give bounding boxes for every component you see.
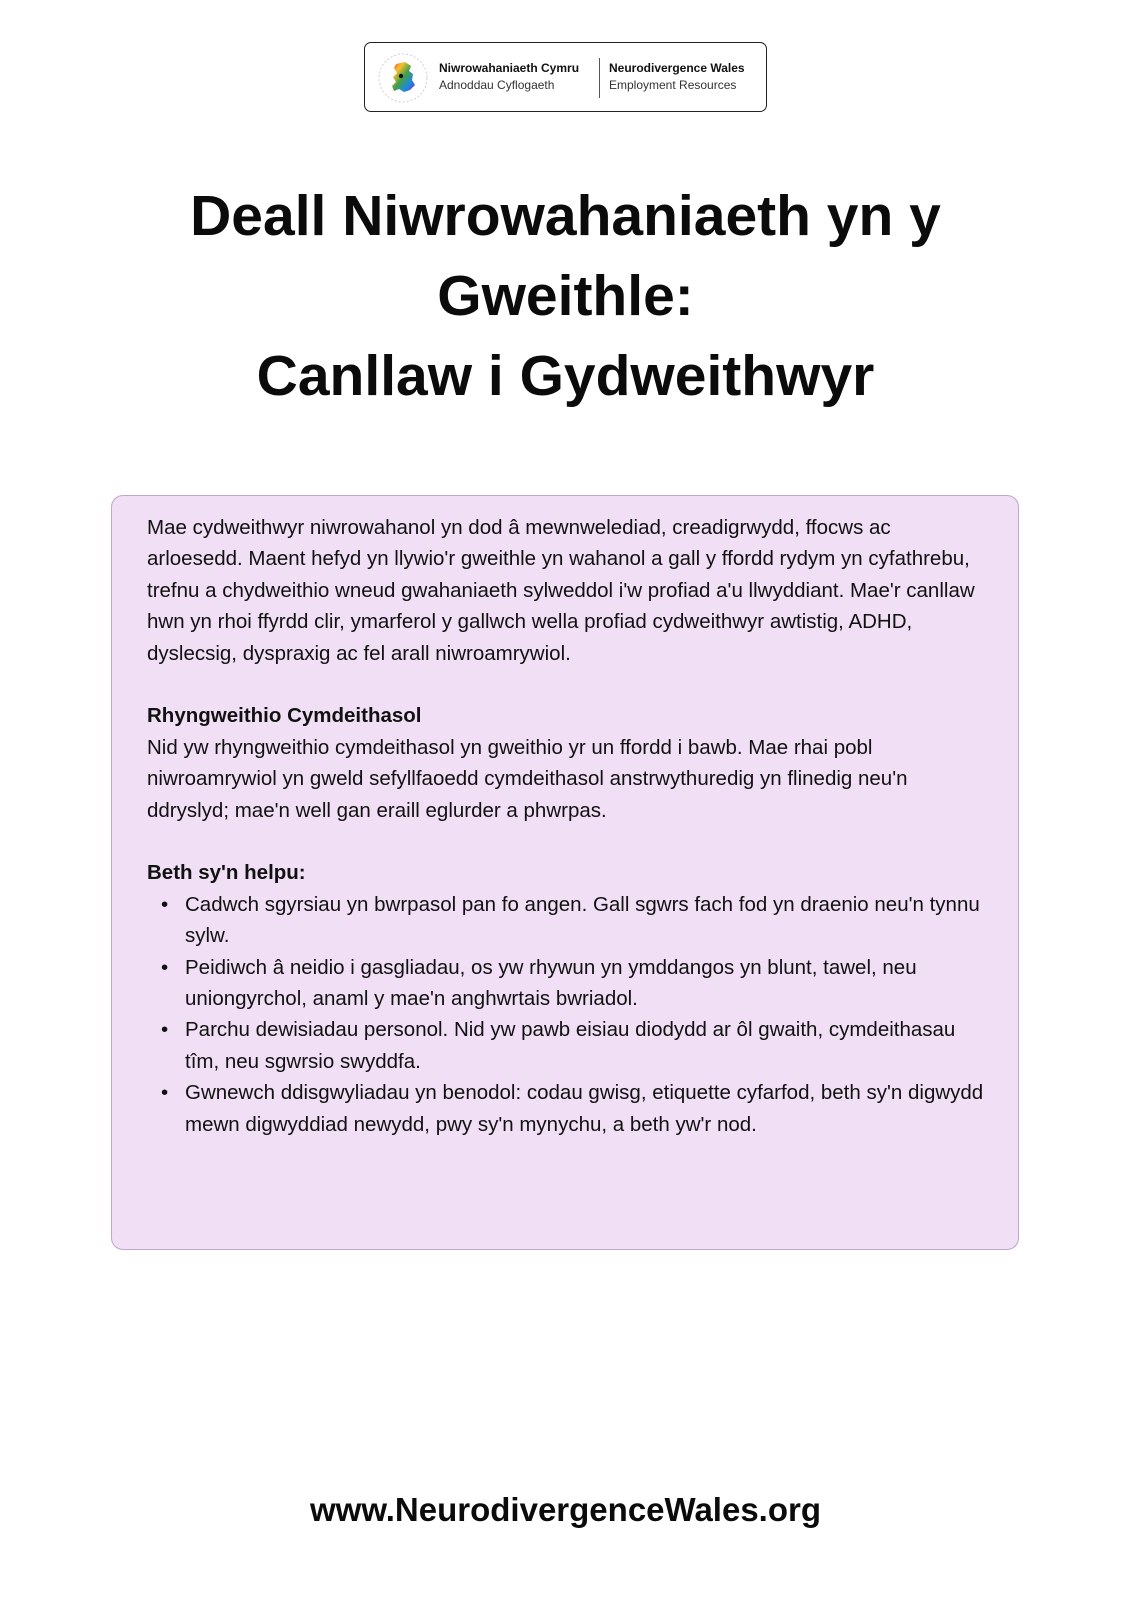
list-item-text: Gwnewch ddisgwyliadau yn benodol: codau gwisg, etiquette cyfarfod, beth sy'n digwydd mewn digwyddiad newydd, pwy sy'n mynychu, a beth yw'r nod. (185, 1081, 984, 1136)
list-item (161, 952, 987, 1015)
title-line-3: Canllaw i Gydweithwyr (256, 344, 875, 408)
title-line-2: Gweithle: (437, 264, 694, 328)
list-item-text: Cadwch sgyrsiau yn bwrpasol pan fo angen. Gall sgwrs fach fod yn draenio neu'n tynnu sylw. (185, 892, 980, 948)
website-url[interactable]: www.NeurodivergenceWales.org (309, 1491, 822, 1528)
welsh-org-title: Niwrowahaniaeth Cymru (439, 61, 580, 75)
english-org-subtitle: Employment Resources (609, 78, 737, 92)
title-line-1: Deall Niwrowahaniaeth yn y (190, 184, 941, 248)
section-heading: Rhyngweithio Cymdeithasol (147, 704, 422, 728)
list-item-text: Peidiwch â neidio i gasgliadau, os yw rhywun yn ymddangos yn blunt, tawel, neu uniongyrchol, anaml y mae'n anghwrtais bwriadol. (185, 955, 917, 1011)
spacer (147, 826, 987, 857)
bullet-icon: • (161, 955, 169, 979)
welsh-org-name (439, 60, 579, 94)
intro-paragraph: Mae cydweithwyr niwrowahanol yn dod â mewnwelediad, creadigrwydd, ffocws ac arloesedd. Maent hefyd yn llywio'r gweithle yn wahanol a gall y ffordd rydym yn cyfathrebu, trefnu a chydweithio wneud gwahaniaeth sylweddol i'w profiad a'u llwyddiant. Mae'r canllaw hwn yn rhoi ffyrdd clir, ymarferol y gallwch wella profiad cydweithwyr awtistig, ADHD, dyslecsig, dyspraxig ac fel arall niwroamrywiol. (147, 516, 975, 665)
bullet-icon: • (161, 892, 169, 916)
section-paragraph: Nid yw rhyngweithio cymdeithasol yn gweithio yr un ffordd i bawb. Mae rhai pobl niwroamrywiol yn gweld sefyllfaoedd cymdeithasol anstrwythuredig yn flinedig neu'n ddryslyd; mae'n well gan eraill eglurder a phwrpas. (147, 735, 908, 822)
header-badge (364, 42, 767, 112)
badge-divider (599, 58, 600, 98)
english-org-name (609, 60, 745, 94)
page-title (0, 176, 1131, 416)
bullet-icon: • (161, 1081, 169, 1105)
list-item-text: Parchu dewisiadau personol. Nid yw pawb eisiau diodydd ar ôl gwaith, cymdeithasau tîm, neu sgwrsio swyddfa. (185, 1018, 956, 1073)
welsh-org-subtitle: Adnoddau Cyflogaeth (439, 78, 555, 92)
wales-rainbow-map-icon (377, 52, 429, 104)
english-org-title: Neurodivergence Wales (609, 61, 745, 75)
list-item (161, 889, 987, 952)
list-item (161, 1077, 987, 1140)
spacer (147, 669, 987, 700)
help-heading: Beth sy'n helpu: (147, 861, 306, 885)
bullet-icon: • (161, 1018, 169, 1042)
help-list (147, 889, 987, 1140)
content-panel (111, 495, 1019, 1250)
list-item (161, 1014, 987, 1077)
content-body (147, 512, 987, 1140)
